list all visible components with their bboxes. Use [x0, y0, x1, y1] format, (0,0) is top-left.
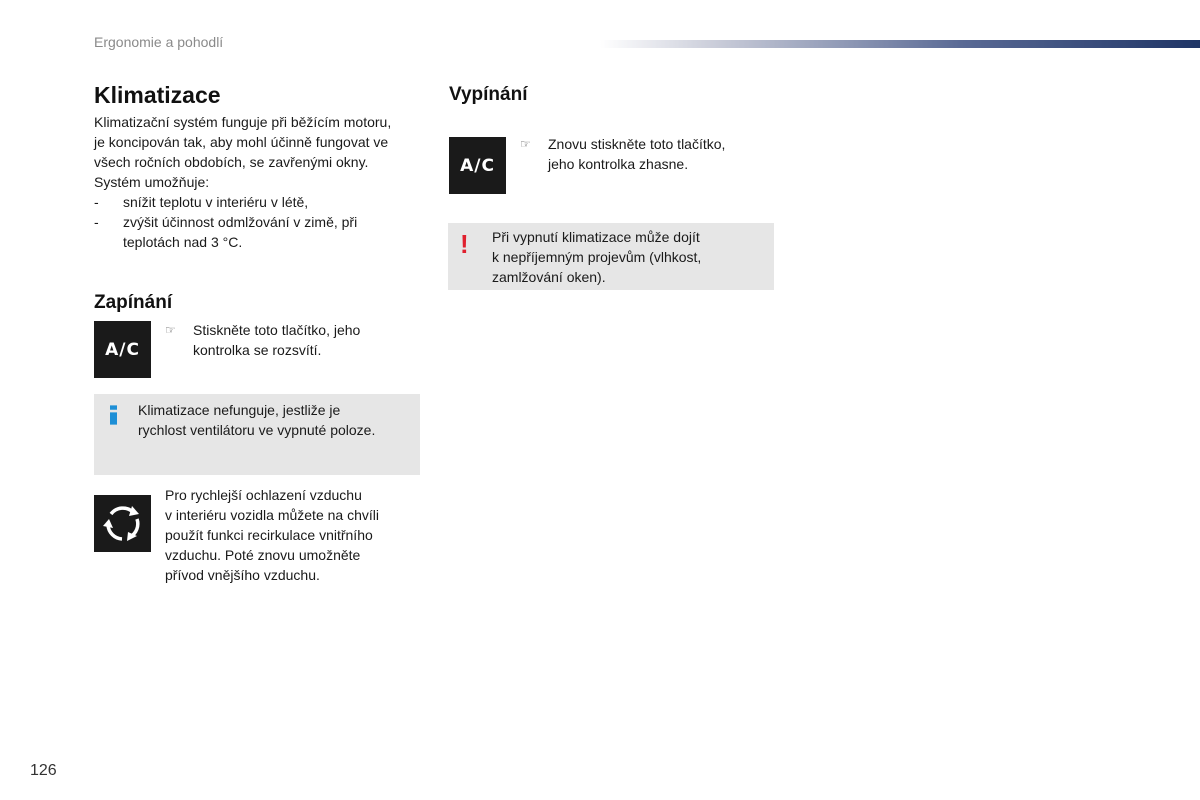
step-line: Stiskněte toto tlačítko, jeho [193, 322, 361, 338]
off-step [520, 134, 798, 174]
hand-pointer-icon: ☞ [520, 137, 531, 151]
step-line: kontrolka se rozsvítí. [193, 342, 322, 358]
ac-button-icon: A/C [94, 321, 151, 378]
warning-note-line: k nepříjemným projevům (vlhkost, [492, 249, 702, 265]
intro-text [94, 112, 424, 252]
intro-line: Systém umožňuje: [94, 174, 210, 190]
intro-line: je koncipován tak, aby mohl účinně fungovat ve [94, 134, 389, 150]
info-icon [110, 404, 117, 426]
warning-note-line: Při vypnutí klimatizace může dojít [492, 229, 700, 245]
section-heading-on: Zapínání [94, 292, 173, 313]
recirc-line: použít funkci recirkulace vnitřního [165, 527, 373, 543]
warning-note-line: zamlžování oken). [492, 269, 606, 285]
list-item: - zvýšit účinnost odmlžování v zimě, při [94, 212, 424, 232]
recirculation-text [165, 485, 420, 585]
hand-pointer-icon: ☞ [165, 323, 176, 337]
intro-line: všech ročních obdobích, se zavřenými okny. [94, 154, 369, 170]
warning-icon: ! [460, 229, 469, 259]
list-item-continuation: teplotách nad 3 °C. [123, 234, 243, 250]
warning-note [448, 223, 774, 290]
step-line: jeho kontrolka zhasne. [548, 156, 689, 172]
intro-line: Klimatizační systém funguje při běžícím motoru, [94, 114, 392, 130]
section-header: Ergonomie a pohodlí [94, 34, 224, 50]
recirculation-button [94, 495, 151, 552]
recirc-line: v interiéru vozidla můžete na chvíli [165, 507, 379, 523]
page-number: 126 [30, 762, 57, 779]
recirc-line: přívod vnějšího vzduchu. [165, 567, 320, 583]
list-item: - snížit teplotu v interiéru v létě, [94, 192, 424, 212]
page-title: Klimatizace [94, 82, 221, 108]
recirculation-icon [94, 495, 151, 552]
ac-button-icon: A/C [449, 137, 506, 194]
feature-list [94, 192, 424, 232]
info-note-line: Klimatizace nefunguje, jestliže je [138, 402, 341, 418]
on-step [165, 320, 443, 360]
info-note [94, 394, 420, 475]
step-line: Znovu stiskněte toto tlačítko, [548, 136, 726, 152]
recirc-line: Pro rychlejší ochlazení vzduchu [165, 487, 362, 503]
recirc-line: vzduchu. Poté znovu umožněte [165, 547, 361, 563]
info-note-line: rychlost ventilátoru ve vypnuté poloze. [138, 422, 376, 438]
section-heading-off: Vypínání [449, 84, 528, 105]
header-gradient-bar [600, 40, 1200, 48]
